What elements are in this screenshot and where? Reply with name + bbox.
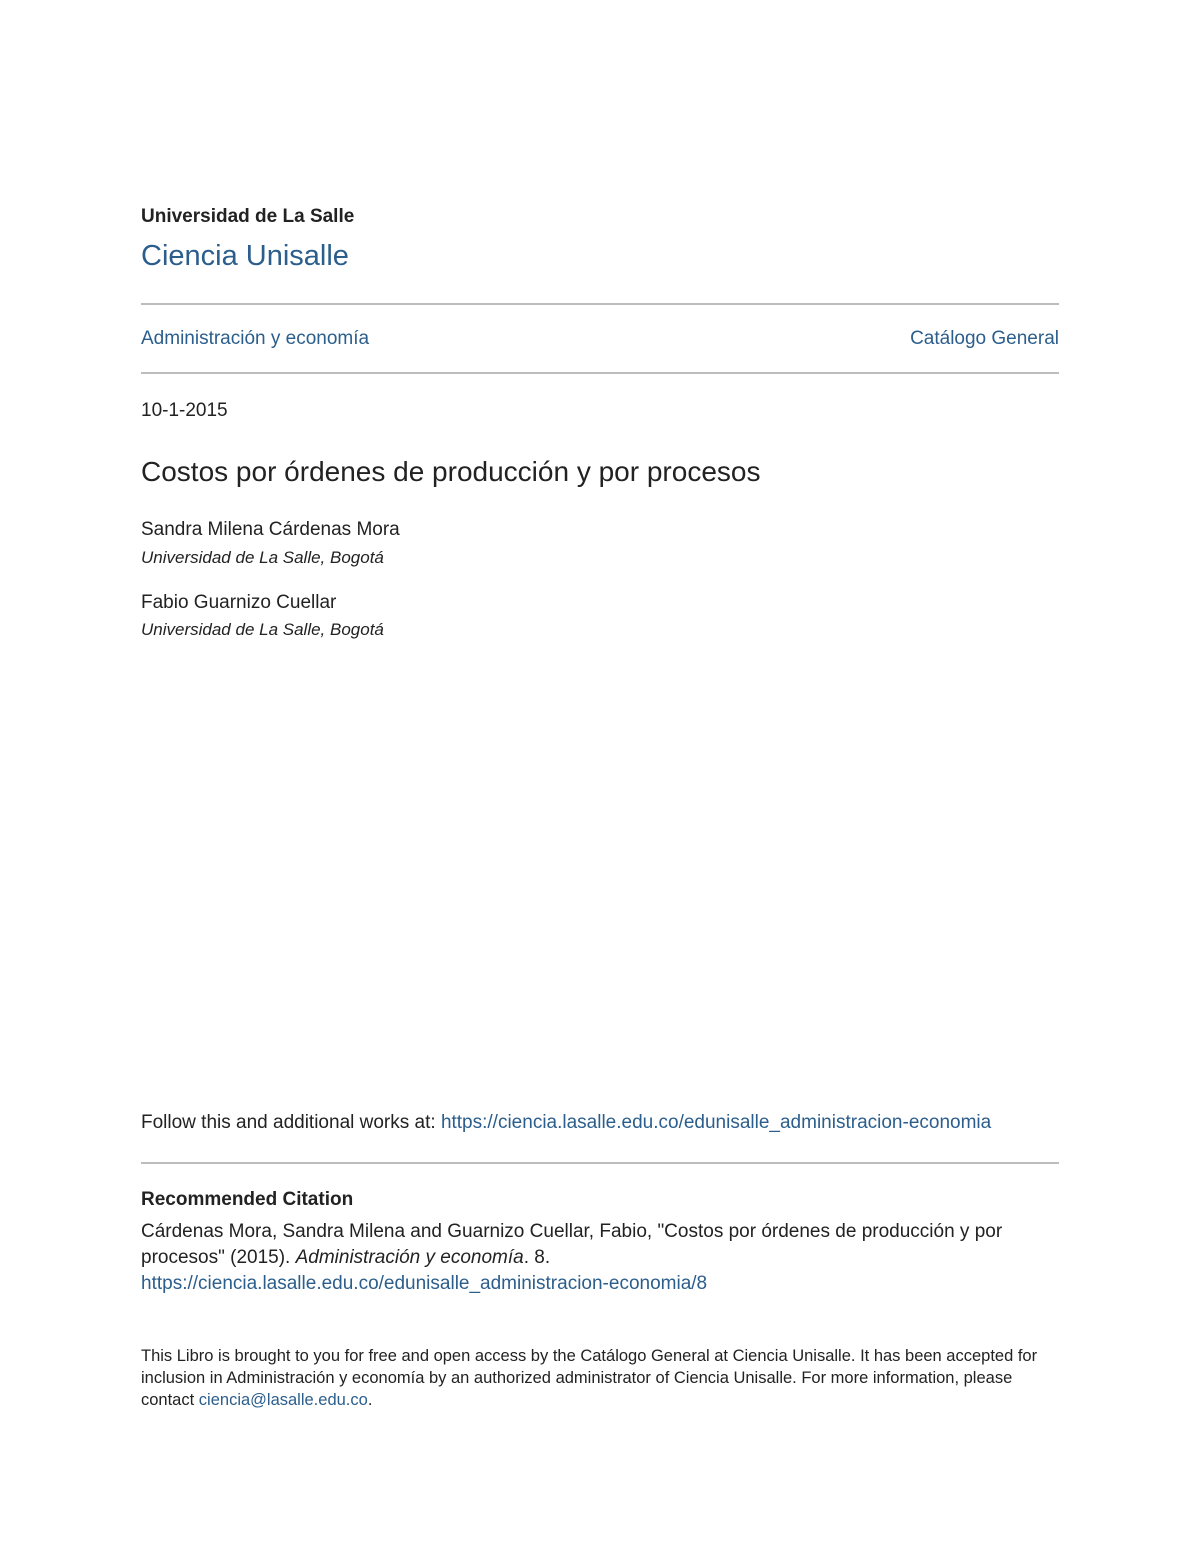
repository-link[interactable]: Ciencia Unisalle <box>141 240 349 272</box>
citation-journal: Administración y economía <box>295 1247 524 1268</box>
collection-url-link[interactable]: https://ciencia.lasalle.edu.co/edunisalle_administracion-economia <box>440 1112 992 1133</box>
document-title: Costos por órdenes de producción y por procesos <box>141 456 761 487</box>
author-affiliation: Universidad de La Salle, Bogotá <box>141 620 384 639</box>
institution-name: Universidad de La Salle <box>141 206 355 227</box>
follow-label: Follow this and additional works at: <box>141 1112 441 1133</box>
notice-end: . <box>367 1391 373 1409</box>
divider-nav <box>141 372 1059 374</box>
divider-bottom <box>141 1162 1059 1164</box>
citation-body: Cárdenas Mora, Sandra Milena and Guarnizo Cuellar, Fabio, "Costos por órdenes de producción y por procesos" (2015). <box>141 1221 1003 1268</box>
publication-date: 10-1-2015 <box>141 400 228 421</box>
notice-text: This Libro is brought to you for free and open access by the Catálogo General at Ciencia Unisalle. It has been accepted for inclusion in Administración y economía by an authorized administrator of Ciencia Unisalle. For more information, please contact <box>141 1347 1038 1409</box>
author-name: Sandra Milena Cárdenas Mora <box>141 519 400 540</box>
access-notice <box>141 1345 1041 1411</box>
citation-heading: Recommended Citation <box>141 1189 354 1210</box>
citation-volume: . 8. <box>523 1247 551 1268</box>
citation-url-link[interactable]: https://ciencia.lasalle.edu.co/edunisalle_administracion-economia/8 <box>141 1273 708 1294</box>
catalog-link[interactable]: Catálogo General <box>910 328 1059 349</box>
follow-line <box>141 1112 1059 1134</box>
collection-link[interactable]: Administración y economía <box>141 328 370 349</box>
contact-email-link[interactable]: ciencia@lasalle.edu.co <box>198 1391 368 1409</box>
divider-top <box>141 303 1059 305</box>
cover-page <box>141 0 1059 1553</box>
citation-text <box>141 1219 1059 1297</box>
author-affiliation: Universidad de La Salle, Bogotá <box>141 548 384 567</box>
author-name: Fabio Guarnizo Cuellar <box>141 592 337 613</box>
